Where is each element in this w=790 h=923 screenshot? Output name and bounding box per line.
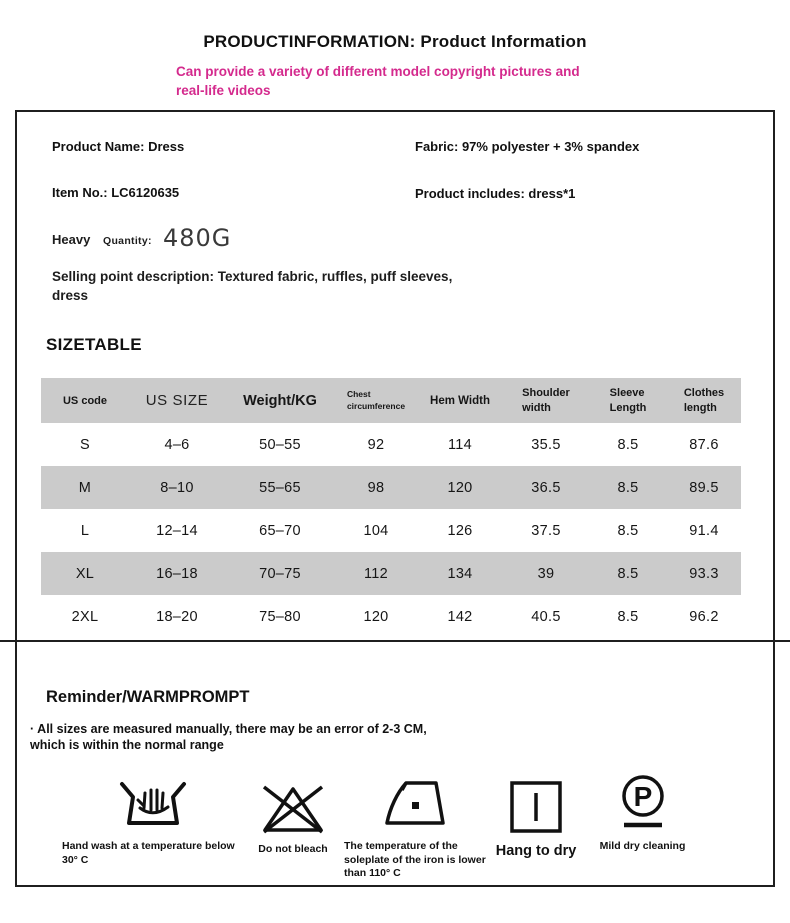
us-size: 16–18: [156, 565, 198, 582]
weight-kg: 50–55: [259, 436, 301, 453]
table-row-l: [41, 509, 741, 552]
col-header-sleeve: Sleeve Length: [609, 386, 647, 414]
table-row-m: [41, 466, 741, 509]
us-size: 8–10: [160, 479, 194, 496]
size-code: XL: [75, 565, 95, 582]
hem-width: 142: [447, 608, 473, 625]
hem-width: 126: [447, 522, 473, 539]
hem-width: 120: [447, 479, 473, 496]
sleeve-length: 8.5: [617, 479, 639, 496]
care-item-do-not-bleach: [243, 778, 343, 857]
chest: 120: [363, 608, 389, 625]
clothes-length: 91.4: [689, 522, 719, 539]
clothes-length: 93.3: [689, 565, 719, 582]
weight-kg: 70–75: [259, 565, 301, 582]
page-title: PRODUCTINFORMATION: Product Information: [203, 32, 587, 51]
care-item-iron: [344, 775, 486, 881]
chest: 98: [367, 479, 385, 496]
selling-point: Selling point description: Textured fabric, ruffles, puff sleeves, dress: [52, 269, 453, 304]
shoulder-width: 39: [537, 565, 555, 582]
care-label: The temperature of the soleplate of the iron is lower than 110° C: [344, 840, 486, 880]
section-divider: [0, 640, 790, 642]
care-label: Do not bleach: [258, 843, 328, 855]
weight-kg: 55–65: [259, 479, 301, 496]
weight-kg: 65–70: [259, 522, 301, 539]
size-code: 2XL: [71, 608, 99, 625]
col-header-weight: Weight/KG: [243, 392, 317, 409]
size-table-heading: SIZETABLE: [46, 335, 142, 354]
sleeve-length: 8.5: [617, 565, 639, 582]
shoulder-width: 37.5: [531, 522, 561, 539]
us-size: 12–14: [156, 522, 198, 539]
product-name: Product Name: Dress: [52, 139, 185, 154]
sleeve-length: 8.5: [617, 522, 639, 539]
product-includes: Product includes: dress*1: [415, 186, 576, 201]
chest: 112: [363, 565, 389, 582]
care-label: Mild dry cleaning: [599, 840, 686, 852]
col-header-us-code: US code: [62, 394, 107, 407]
care-label: Hang to dry: [495, 843, 577, 859]
shoulder-width: 40.5: [531, 608, 561, 625]
col-header-us-size: US SIZE: [145, 392, 209, 409]
reminder-note: · All sizes are measured manually, there may be an error of 2-3 CM, which is within the normal range: [30, 722, 427, 752]
clothes-length: 89.5: [689, 479, 719, 496]
care-item-mild-dry-cleaning: [585, 775, 700, 854]
col-header-clothes: Clothes length: [683, 386, 725, 414]
page-subtitle: Can provide a variety of different model copyright pictures and real-life videos: [176, 64, 580, 98]
hem-width: 134: [447, 565, 473, 582]
care-label: Hand wash at a temperature below 30° C: [62, 840, 235, 866]
product-item-no: Item No.: LC6120635: [52, 185, 180, 200]
table-row-s: [41, 423, 741, 466]
col-header-chest: Chest circumference: [346, 389, 406, 411]
size-code: S: [80, 436, 90, 453]
table-row-2xl: [41, 595, 741, 638]
weight-value: 480G: [163, 224, 232, 252]
care-item-hang-to-dry: [486, 777, 586, 861]
chest: 104: [363, 522, 389, 539]
size-table-header-row: [41, 378, 741, 423]
mild-dry-cleaning-icon: [608, 775, 678, 833]
clothes-length: 87.6: [689, 436, 719, 453]
shoulder-width: 35.5: [531, 436, 561, 453]
us-size: 4–6: [164, 436, 190, 453]
us-size: 18–20: [156, 608, 198, 625]
sleeve-length: 8.5: [617, 608, 639, 625]
hem-width: 114: [447, 436, 473, 453]
clothes-length: 96.2: [689, 608, 719, 625]
reminder-heading: Reminder/WARMPROMPT: [46, 688, 250, 706]
weight-heading: Heavy: [52, 232, 91, 247]
weight-kg: 75–80: [259, 608, 301, 625]
hand-wash-icon: [116, 775, 190, 833]
col-header-hem: Hem Width: [430, 394, 490, 407]
iron-low-temp-icon: [380, 775, 450, 833]
size-table: [41, 378, 741, 638]
do-not-bleach-icon: [260, 778, 326, 836]
sleeve-length: 8.5: [617, 436, 639, 453]
size-code: L: [80, 522, 90, 539]
product-fabric: Fabric: 97% polyester + 3% spandex: [415, 139, 640, 154]
svg-text:P: P: [633, 781, 652, 812]
hang-to-dry-icon: [507, 777, 565, 835]
size-code: M: [78, 479, 92, 496]
table-row-xl: [41, 552, 741, 595]
care-item-hand-wash: [62, 775, 244, 867]
col-header-shoulder: Shoulder width: [522, 386, 570, 414]
shoulder-width: 36.5: [531, 479, 561, 496]
chest: 92: [367, 436, 385, 453]
quantity-label: Quantity:: [103, 235, 152, 247]
